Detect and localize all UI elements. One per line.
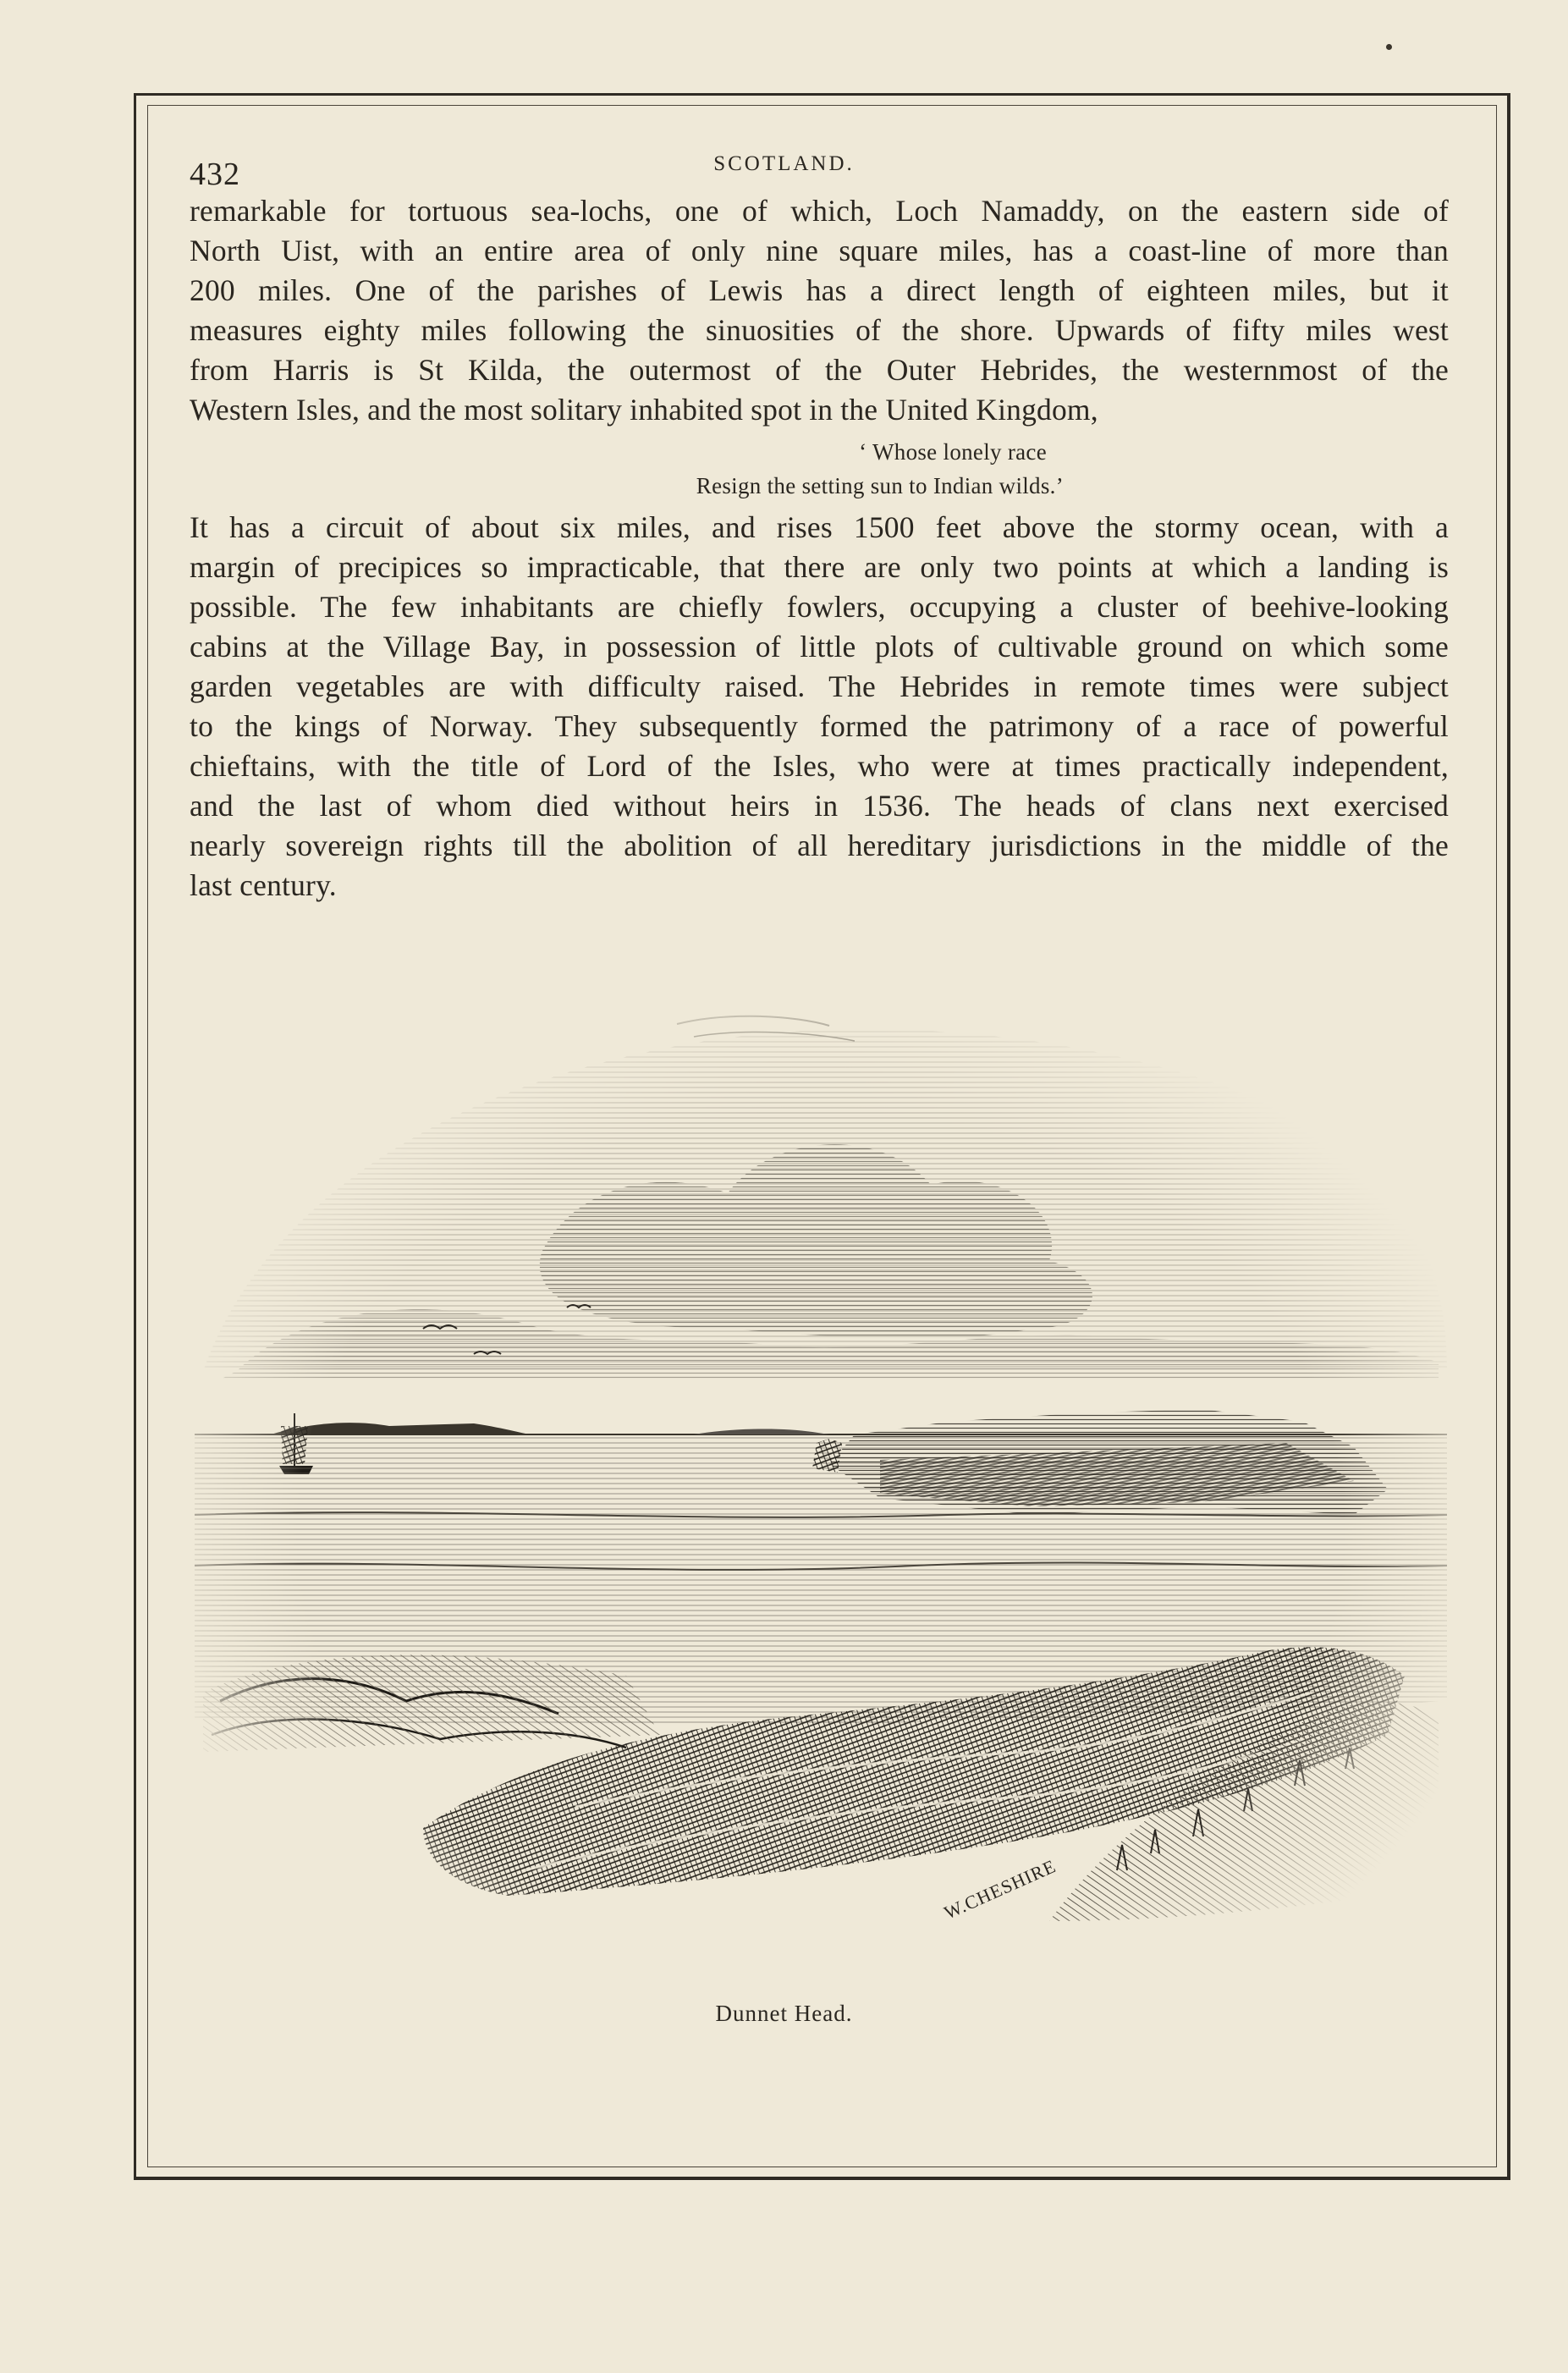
body-text xyxy=(190,191,1449,906)
page-number: 432 xyxy=(190,157,240,192)
body-line: possible. The few inhabitants are chiefly fowlers, occupying a cluster of beehive-looking xyxy=(190,590,1449,624)
illustration-caption: Dunnet Head. xyxy=(715,2001,853,2026)
body-line: garden vegetables are with difficulty raised. The Hebrides in remote times were subject xyxy=(190,669,1449,703)
verse-quote-line: Resign the setting sun to Indian wilds.’ xyxy=(696,473,1064,498)
body-line: measures eighty miles following the sinuosities of the shore. Upwards of fifty miles west xyxy=(190,313,1449,347)
body-line: North Uist, with an entire area of only nine square miles, has a coast-line of more than xyxy=(190,234,1449,267)
body-line: Western Isles, and the most solitary inhabited spot in the United Kingdom, xyxy=(190,393,1098,427)
body-line: to the kings of Norway. They subsequently formed the patrimony of a race of powerful xyxy=(190,709,1449,743)
dunnet-head-engraving xyxy=(186,973,1455,1989)
body-line: remarkable for tortuous sea-lochs, one of which, Loch Namaddy, on the eastern side of xyxy=(190,194,1449,228)
body-line: chieftains, with the title of Lord of the Isles, who were at times practically independent, xyxy=(190,749,1449,783)
verse-quote-line: ‘ Whose lonely race xyxy=(859,439,1047,465)
body-line: cabins at the Village Bay, in possession of little plots of cultivable ground on which some xyxy=(190,630,1449,663)
body-line: 200 miles. One of the parishes of Lewis has a direct length of eighteen miles, but it xyxy=(190,273,1449,307)
body-line: from Harris is St Kilda, the outermost of the Outer Hebrides, the westernmost of the xyxy=(190,353,1449,387)
body-line: nearly sovereign rights till the abolition of all hereditary jurisdictions in the middle of the xyxy=(190,829,1449,862)
ink-dot xyxy=(1386,44,1392,50)
running-head: SCOTLAND. xyxy=(713,152,855,175)
body-line: It has a circuit of about six miles, and rises 1500 feet above the stormy ocean, with a xyxy=(190,510,1449,544)
vignette xyxy=(186,973,1455,1989)
body-line: and the last of whom died without heirs in 1536. The heads of clans next exercised xyxy=(190,789,1449,823)
body-line: last century. xyxy=(190,868,337,902)
body-line: margin of precipices so impracticable, that there are only two points at which a landing is xyxy=(190,550,1449,584)
